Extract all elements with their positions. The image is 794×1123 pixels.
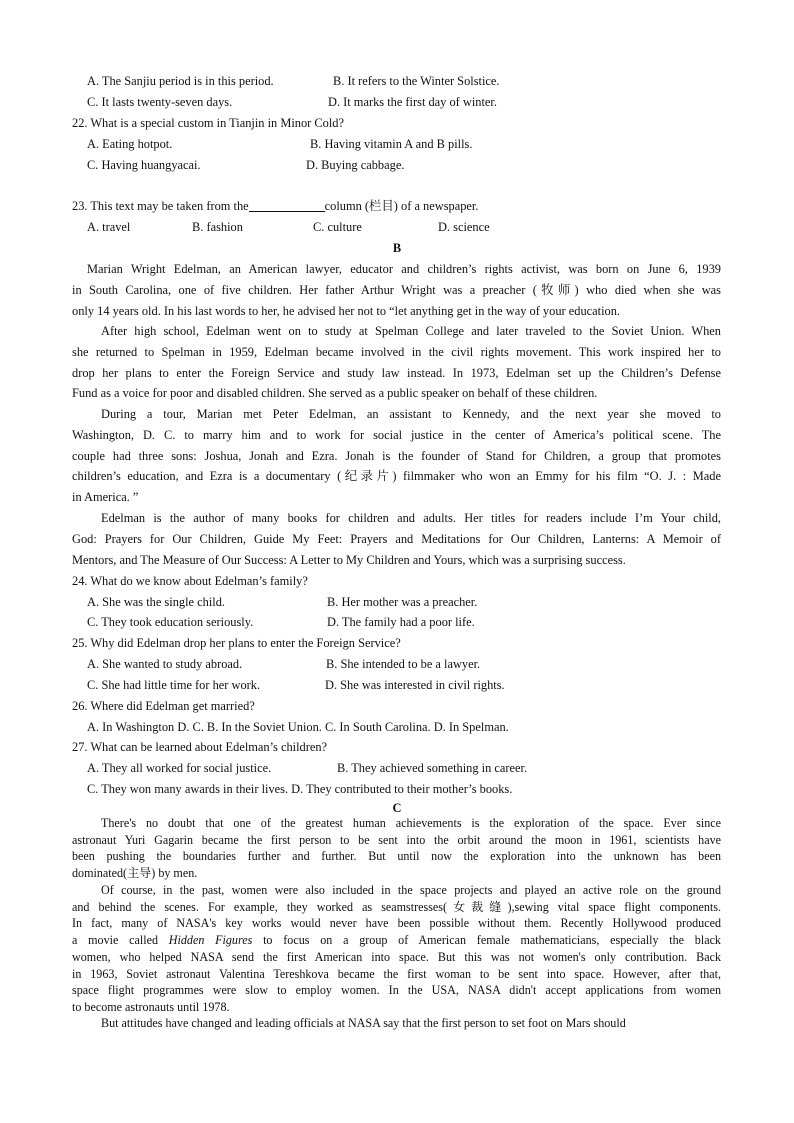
q27-option-b: B. They achieved something in career. (337, 761, 528, 775)
q24-stem: 24. What do we know about Edelman’s family? (72, 574, 308, 588)
q21-option-b: B. It refers to the Winter Solstice. (333, 74, 500, 88)
c-p2-line-5: women, who helped NASA send the first American into space. But this was not women's only contribution. Back (72, 949, 721, 964)
section-c-paragraph-2 (72, 882, 721, 1016)
q22-stem: 22. What is a special custom in Tianjin in Minor Cold? (72, 116, 345, 130)
q21-option-c: C. It lasts twenty-seven days. (87, 95, 233, 109)
b-p2-line-3: drop her plans to enter the Foreign Service and study law instead. In 1973, Edelman set up the Children’s Defense (72, 365, 721, 380)
c-p1-line-1: There's no doubt that one of the greatest human achievements is the exploration of the space. Ever since (101, 816, 721, 830)
section-b-paragraph-4 (72, 508, 721, 570)
b-p4-line-1: Edelman is the author of many books for children and adults. Her titles for readers include I’m Your child, (101, 511, 721, 525)
q24-option-a: A. She was the single child. (87, 595, 225, 609)
section-b-paragraph-2 (72, 321, 721, 404)
b-p4-line-2: God: Prayers for Our Children, Guide My Feet: Prayers and Meditations for Our Children, Lanterns: A Memoir of (72, 531, 721, 546)
q24-option-d: D. The family had a poor life. (327, 615, 475, 629)
c-p2-line-8: to become astronauts until 1978. (72, 999, 230, 1014)
film-title: Hidden Figures (168, 933, 253, 948)
c-p2-line-6: in 1963, Soviet astronaut Valentina Tereshkova became the first woman to be sent into space. However, after that, (72, 966, 721, 981)
c-p2-line-3: In fact, many of NASA's key works would never have been possible without them. Recently Hollywood produced (72, 916, 721, 931)
section-b-paragraph-3 (72, 404, 721, 508)
q25-option-a: A. She wanted to study abroad. (87, 657, 243, 671)
q27-options-c-d: C. They won many awards in their lives. D. They contributed to their mother’s books. (87, 782, 513, 796)
c-p2-line-2: and behind the scenes. For example, they worked as seamstresses(女裁缝),sewing vital space flight components. (72, 899, 721, 914)
b-p4-line-3: Mentors, and The Measure of Our Success: A Letter to My Children and Yours, which was a surprising success. (72, 552, 626, 567)
q23-option-b: B. fashion (192, 220, 243, 234)
b-p3-line-4: children’s education, and Ezra is a documentary (纪录片) filmmaker who won an Emmy for his film “O. J. : Made (72, 469, 721, 484)
film-line-before: a movie called (72, 933, 169, 948)
b-p1-line-3: only 14 years old. In his last words to her, he advised her not to “let anything get in the way of your education. (72, 303, 621, 318)
q22-option-b: B. Having vitamin A and B pills. (310, 137, 473, 151)
q23-option-a: A. travel (87, 220, 131, 234)
q26-options: A. In Washington D. C. B. In the Soviet Union. C. In South Carolina. D. In Spelman. (87, 720, 509, 734)
b-p2-line-4: Fund as a voice for poor and disabled children. She served as a public speaker on behalf of these children. (72, 386, 598, 401)
q22-option-d: D. Buying cabbage. (306, 158, 405, 172)
b-p2-line-2: she returned to Spelman in 1959, Edelman became involved in the civil rights movement. This work inspired her to (72, 344, 721, 359)
q24-option-b: B. Her mother was a preacher. (327, 595, 478, 609)
q23-option-d: D. science (438, 220, 490, 234)
b-p1-line-1: Marian Wright Edelman, an American lawyer, educator and children’s rights activist, was born on June 6, 1939 (87, 262, 721, 276)
q23-stem-before: 23. This text may be taken from the (72, 199, 249, 213)
c-p3-line-1: But attitudes have changed and leading officials at NASA say that the first person to set foot on Mars should (101, 1016, 626, 1030)
q27-stem: 27. What can be learned about Edelman’s children? (72, 740, 328, 754)
q21-option-a: A. The Sanjiu period is in this period. (87, 74, 274, 88)
c-p2-line-7: space flight programmes were slow to employ women. In the USA, NASA didn't accept applications from women (72, 983, 721, 998)
film-line-after: to focus on a group of American female mathematicians, especially the black (252, 933, 721, 948)
q22-option-a: A. Eating hotpot. (87, 137, 173, 151)
q23-option-c: C. culture (313, 220, 362, 234)
q23-stem (72, 196, 478, 217)
b-p3-line-1: During a tour, Marian met Peter Edelman, an assistant to Kennedy, and the next year she moved to (101, 407, 721, 421)
c-p1-line-3: been pushing the boundaries further and further. But until now the exploration into the unknown has been (72, 849, 721, 864)
section-c-paragraph-1 (72, 815, 721, 882)
b-p1-line-2: in South Carolina, one of five children. Her father Arthur Wright was a preacher (牧师) who died when she was (72, 282, 721, 297)
c-p2-line-4 (72, 932, 721, 949)
b-p3-line-3: couple had three sons: Joshua, Jonah and Ezra. Jonah is the founder of Stand for Children, a group that promotes (72, 448, 721, 463)
q26-stem: 26. Where did Edelman get married? (72, 699, 255, 713)
q21-option-d: D. It marks the first day of winter. (328, 95, 497, 109)
q23-answer-blank (249, 198, 325, 212)
b-p2-line-1: After high school, Edelman went on to study at Spelman College and later traveled to the Soviet Union. When (101, 324, 721, 338)
q25-stem: 25. Why did Edelman drop her plans to enter the Foreign Service? (72, 636, 401, 650)
q27-option-a: A. They all worked for social justice. (87, 761, 272, 775)
b-p3-line-2: Washington, D. C. to marry him and to work for social justice in the center of America’s political scene. The (72, 427, 721, 442)
section-b-heading: B (392, 241, 402, 255)
q22-option-c: C. Having huangyacai. (87, 158, 201, 172)
c-p1-line-4: dominated(主导) by men. (72, 866, 198, 881)
q25-option-d: D. She was interested in civil rights. (325, 678, 505, 692)
q24-option-c: C. They took education seriously. (87, 615, 254, 629)
b-p3-line-5: in America. ” (72, 490, 139, 505)
section-b-paragraph-1 (72, 259, 721, 321)
section-c-paragraph-3 (72, 1015, 721, 1032)
section-c-heading: C (392, 801, 402, 815)
q25-option-b: B. She intended to be a lawyer. (326, 657, 481, 671)
q25-option-c: C. She had little time for her work. (87, 678, 261, 692)
c-p2-line-1: Of course, in the past, women were also included in the space projects and played an active role on the ground (101, 883, 721, 897)
q23-stem-after: column (栏目) of a newspaper. (324, 199, 479, 213)
c-p1-line-2: astronaut Yuri Gagarin became the first person to be sent into the orbit around the moon in 1961, scientists have (72, 832, 721, 847)
